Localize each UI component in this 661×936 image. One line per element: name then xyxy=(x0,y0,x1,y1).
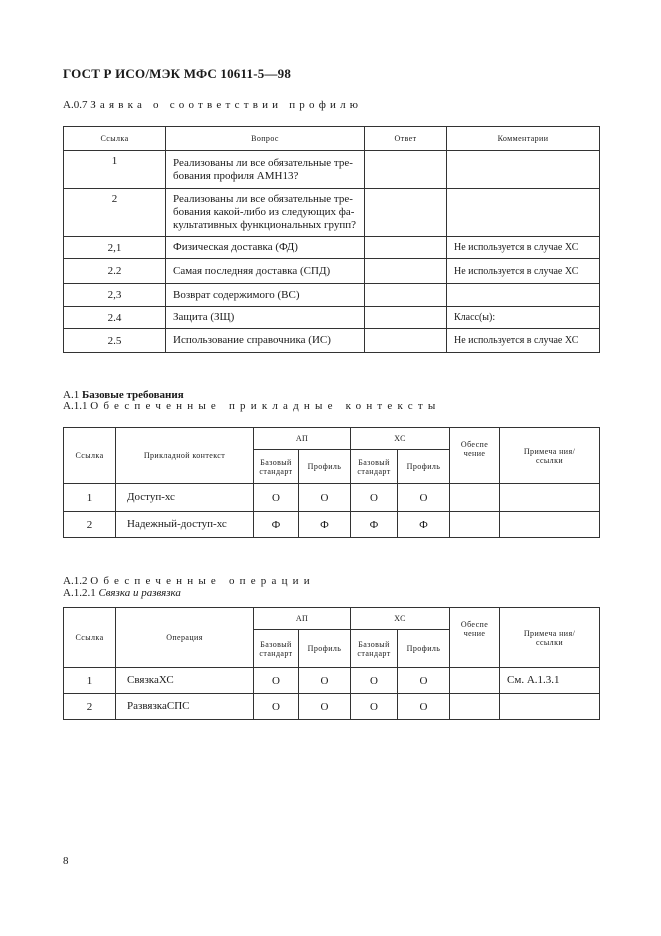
row-ap-profile: О xyxy=(299,484,351,512)
row-ap-profile: О xyxy=(299,694,351,720)
section-a07-heading xyxy=(63,99,362,111)
row-answer xyxy=(365,151,447,189)
row-answer xyxy=(365,189,447,237)
section-a121-heading xyxy=(63,587,181,599)
row-ref: 2.4 xyxy=(64,307,166,329)
row-ap-base: О xyxy=(254,668,299,694)
row-question: Возврат содержимого (ВС) xyxy=(166,284,365,307)
row-ref: 2 xyxy=(64,189,166,237)
row-answer xyxy=(365,284,447,307)
row-question: Реализованы ли все обязательные тре-бования какой-либо из следующих фа-культативных функциональных групп? xyxy=(166,189,365,237)
row-answer xyxy=(365,237,447,259)
row-xs-base: Ф xyxy=(351,512,398,538)
col-header-question: Вопрос xyxy=(166,127,365,151)
table-row xyxy=(64,307,600,329)
section-title: Заявка о соответствии профилю xyxy=(90,99,363,111)
row-support xyxy=(450,512,500,538)
document-header-title: ГОСТ Р ИСО/МЭК МФС 10611-5—98 xyxy=(63,66,292,81)
section-title: Связка и развязка xyxy=(98,587,181,599)
row-comment xyxy=(447,284,600,307)
row-answer xyxy=(365,259,447,284)
col-header-ap-profile: Профиль xyxy=(299,630,351,668)
row-xs-profile: О xyxy=(398,484,450,512)
row-ref: 1 xyxy=(64,151,166,189)
col-header-context: Прикладной контекст xyxy=(116,428,254,484)
row-ref: 2 xyxy=(64,512,116,538)
table-row xyxy=(64,259,600,284)
row-name: Надежный-доступ-хс xyxy=(116,512,254,538)
section-number: А.1.2 xyxy=(63,575,88,587)
row-comment: Не используется в случае ХС xyxy=(447,329,600,353)
row-question: Реализованы ли все обязательные тре-бования профиля АМН13? xyxy=(166,151,365,189)
col-header-xs: ХС xyxy=(351,428,450,450)
table-row xyxy=(64,484,600,512)
row-notes: См. А.1.3.1 xyxy=(500,668,600,694)
row-notes xyxy=(500,694,600,720)
row-ap-profile: Ф xyxy=(299,512,351,538)
section-title: Базовые требования xyxy=(81,389,184,401)
row-name: РазвязкаСПС xyxy=(116,694,254,720)
section-number: А.1.2.1 xyxy=(63,587,96,599)
col-header-answer: Ответ xyxy=(365,127,447,151)
col-header-ap: АП xyxy=(254,608,351,630)
col-header-comments: Комментарии xyxy=(447,127,600,151)
row-name: Доступ-хс xyxy=(116,484,254,512)
row-ref: 2.2 xyxy=(64,259,166,284)
row-ap-base: О xyxy=(254,484,299,512)
row-ap-base: О xyxy=(254,694,299,720)
col-header-xs-profile: Профиль xyxy=(398,630,450,668)
row-xs-base: О xyxy=(351,694,398,720)
row-notes xyxy=(500,512,600,538)
section-title: Обеспеченные прикладные контексты xyxy=(90,400,441,412)
row-ref: 2 xyxy=(64,694,116,720)
col-header-notes: Примеча ния/ссылки xyxy=(500,608,600,668)
row-xs-profile: О xyxy=(398,694,450,720)
conformance-table xyxy=(63,126,600,353)
row-question: Защита (ЗЩ) xyxy=(166,307,365,329)
col-header-support: Обеспе чение xyxy=(450,608,500,668)
row-comment xyxy=(447,151,600,189)
row-notes xyxy=(500,484,600,512)
col-header-xs: ХС xyxy=(351,608,450,630)
table-row xyxy=(64,329,600,353)
table-row xyxy=(64,668,600,694)
page-number: 8 xyxy=(63,855,69,867)
row-support xyxy=(450,694,500,720)
table-row xyxy=(64,151,600,189)
row-xs-profile: Ф xyxy=(398,512,450,538)
row-question: Использование справочника (ИС) xyxy=(166,329,365,353)
col-header-ap-base-standard: Базовый стандарт xyxy=(254,450,299,484)
table-row xyxy=(64,694,600,720)
application-context-table xyxy=(63,427,600,538)
section-number: А.0.7 xyxy=(63,99,88,111)
row-support xyxy=(450,484,500,512)
col-header-ap-profile: Профиль xyxy=(299,450,351,484)
section-number: А.1 xyxy=(63,389,80,401)
row-question: Физическая доставка (ФД) xyxy=(166,237,365,259)
section-number: А.1.1 xyxy=(63,400,88,412)
row-ap-profile: О xyxy=(299,668,351,694)
row-ref: 2,1 xyxy=(64,237,166,259)
col-header-support: Обеспе чение xyxy=(450,428,500,484)
table-row xyxy=(64,237,600,259)
row-answer xyxy=(365,329,447,353)
col-header-ref: Ссылка xyxy=(64,608,116,668)
table-row xyxy=(64,284,600,307)
operations-table xyxy=(63,607,600,720)
row-xs-profile: О xyxy=(398,668,450,694)
col-header-ref: Ссылка xyxy=(64,428,116,484)
row-ref: 1 xyxy=(64,484,116,512)
row-answer xyxy=(365,307,447,329)
col-header-ap-base-standard: Базовый стандарт xyxy=(254,630,299,668)
col-header-xs-base-standard: Базовый стандарт xyxy=(351,630,398,668)
col-header-ref: Ссылка xyxy=(64,127,166,151)
section-a11-heading xyxy=(63,400,440,412)
row-xs-base: О xyxy=(351,668,398,694)
table-row xyxy=(64,189,600,237)
col-header-xs-profile: Профиль xyxy=(398,450,450,484)
col-header-notes: Примеча ния/ссылки xyxy=(500,428,600,484)
row-question: Самая последняя доставка (СПД) xyxy=(166,259,365,284)
col-header-ap: АП xyxy=(254,428,351,450)
row-comment: Не используется в случае ХС xyxy=(447,237,600,259)
row-comment: Класс(ы): xyxy=(447,307,600,329)
row-ref: 2.5 xyxy=(64,329,166,353)
row-ref: 1 xyxy=(64,668,116,694)
section-title: Обеспеченные операции xyxy=(90,575,315,587)
row-support xyxy=(450,668,500,694)
section-a12-heading xyxy=(63,575,315,587)
table-row xyxy=(64,512,600,538)
row-comment: Не используется в случае ХС xyxy=(447,259,600,284)
row-comment xyxy=(447,189,600,237)
row-ap-base: Ф xyxy=(254,512,299,538)
row-xs-base: О xyxy=(351,484,398,512)
row-name: СвязкаХС xyxy=(116,668,254,694)
col-header-xs-base-standard: Базовый стандарт xyxy=(351,450,398,484)
col-header-operation: Операция xyxy=(116,608,254,668)
row-ref: 2,3 xyxy=(64,284,166,307)
